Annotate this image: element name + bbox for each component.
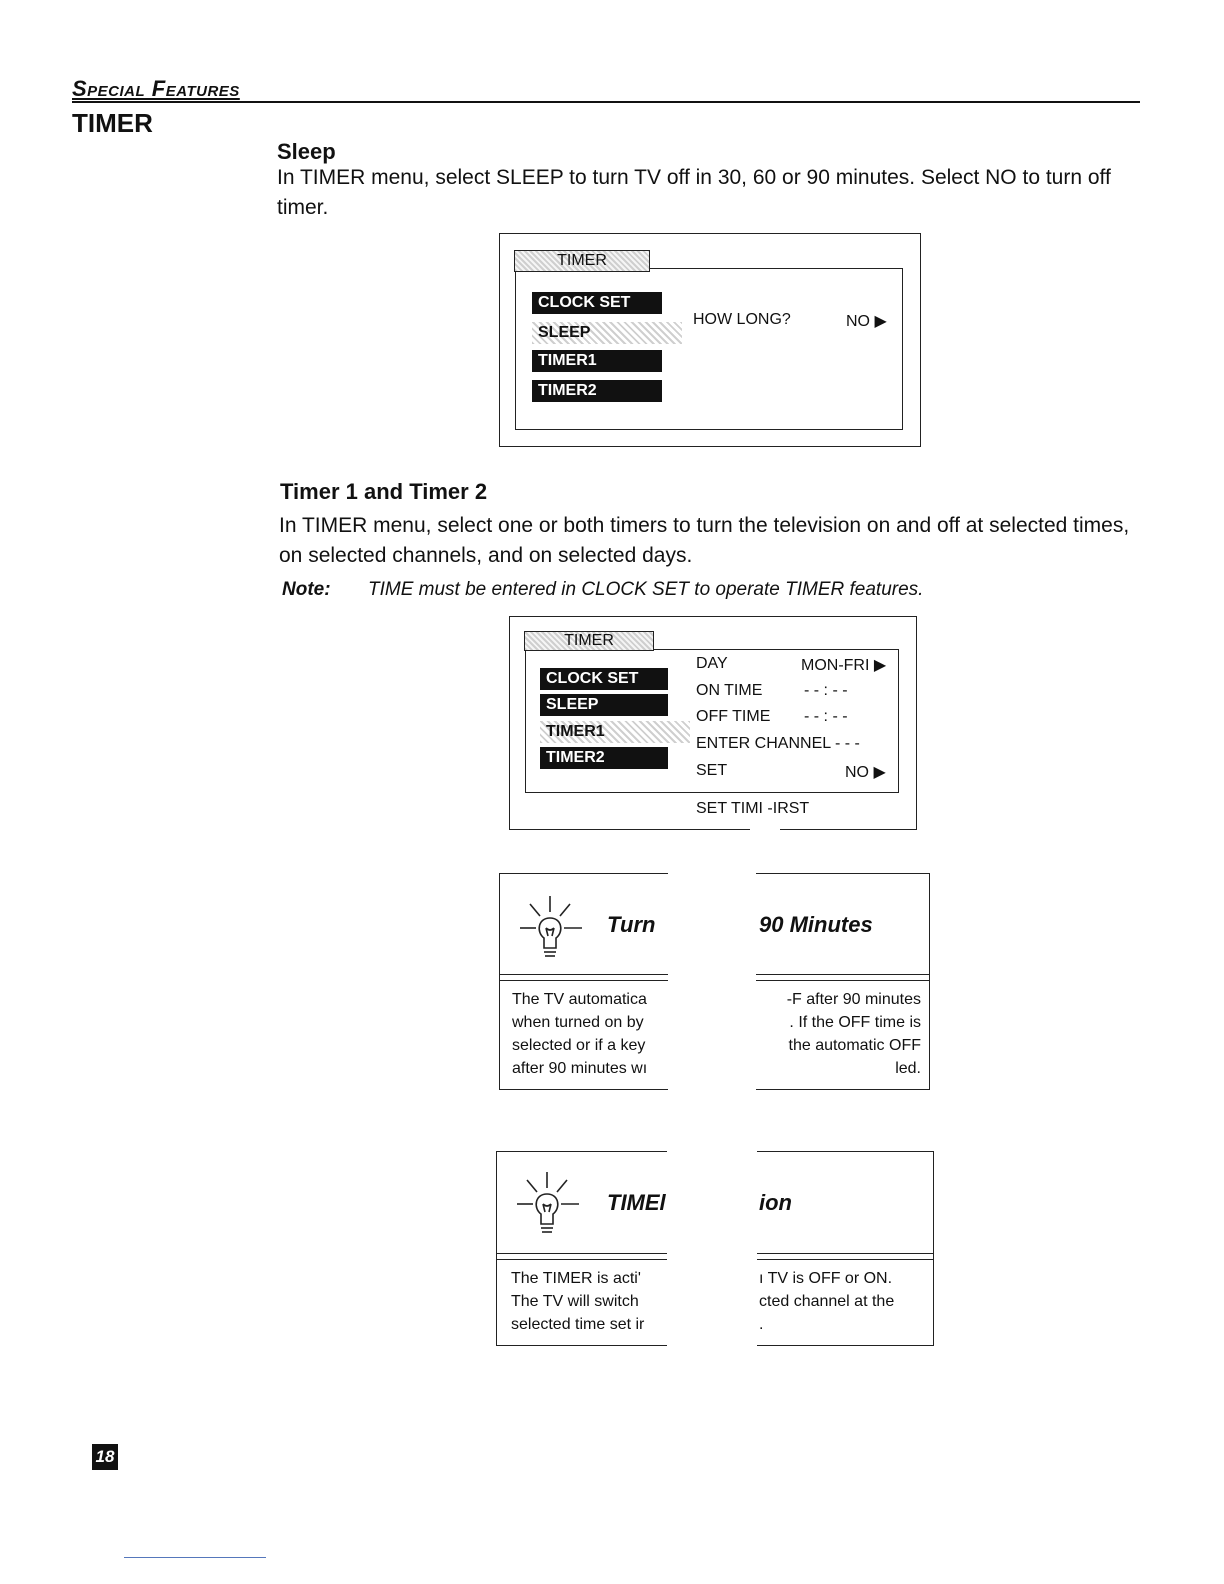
how-long-label: HOW LONG? bbox=[693, 311, 791, 328]
sleep-value-selector[interactable]: NO ▶ bbox=[846, 313, 887, 330]
header-rule bbox=[72, 101, 1140, 103]
tip1-title-right: 90 Minutes bbox=[759, 912, 873, 937]
page-number: 18 bbox=[92, 1444, 118, 1470]
section-header: Special Features bbox=[72, 76, 240, 101]
menu-item-timer1[interactable]: TIMER1 bbox=[532, 350, 662, 372]
screen-border-gap bbox=[750, 827, 780, 833]
sleep-body: In TIMER menu, select SLEEP to turn TV off in 30, 60 or 90 minutes. Select NO to turn off timer. bbox=[277, 166, 1111, 219]
note-text: TIME must be entered in CLOCK SET to operate TIMER features. bbox=[368, 579, 924, 600]
timer-menu-screen bbox=[509, 616, 917, 830]
menu-item-timer2[interactable]: TIMER2 bbox=[532, 380, 662, 402]
set-time-first-message: SET TIMI ‐IRST bbox=[696, 800, 810, 817]
lightbulb-icon bbox=[507, 1168, 587, 1240]
bottom-rule bbox=[124, 1557, 266, 1558]
timers-note bbox=[282, 579, 923, 601]
tip1-scan-gap bbox=[668, 871, 756, 1091]
on-time-label: ON TIME bbox=[696, 682, 763, 699]
on-time-value[interactable]: - - : - - bbox=[804, 682, 848, 699]
tip2-right-text: ı TV is OFF or ON. cted channel at the . bbox=[759, 1270, 895, 1333]
tip-box-timer bbox=[496, 1151, 934, 1346]
page-title: TIMER bbox=[72, 108, 153, 138]
tip2-left-text: The TIMER is acti' The TV will switch selected time set ir bbox=[511, 1270, 645, 1333]
tip2-scan-gap bbox=[667, 1149, 757, 1347]
enter-channel-field[interactable]: ENTER CHANNEL - - - bbox=[696, 735, 860, 752]
sleep-heading: Sleep bbox=[277, 139, 336, 164]
off-time-value[interactable]: - - : - - bbox=[804, 708, 848, 725]
tip1-left-text: The TV automaticа when turned on by selected or if a key after 90 minutes wı bbox=[512, 991, 648, 1077]
off-time-label: OFF TIME bbox=[696, 708, 771, 725]
menu-item-timer1[interactable]: TIMER1 bbox=[540, 721, 690, 743]
menu-item-sleep[interactable]: SLEEP bbox=[532, 322, 682, 344]
timers-heading: Timer 1 and Timer 2 bbox=[280, 479, 488, 504]
set-label: SET bbox=[696, 762, 728, 779]
timers-body: In TIMER menu, select one or both timers to turn the television on and off at selected times, on selected channels, and on selected days. bbox=[279, 514, 1130, 567]
menu-item-sleep[interactable]: SLEEP bbox=[540, 694, 668, 716]
timer-menu-tab[interactable]: TIMER bbox=[524, 631, 654, 651]
tip1-right-text: ‐F after 90 minutes . If the OFF time is the automatic OFF led. bbox=[786, 991, 921, 1077]
note-label: Note: bbox=[282, 579, 331, 600]
tip-box-sleep bbox=[499, 873, 930, 1090]
sleep-menu-screen bbox=[499, 233, 921, 447]
menu-item-clock-set[interactable]: CLOCK SET bbox=[540, 668, 668, 690]
day-value-selector[interactable]: MON-FRI ▶ bbox=[801, 657, 887, 674]
tip1-title-left: Turn bbox=[607, 912, 656, 937]
lightbulb-icon bbox=[510, 892, 590, 964]
set-value-selector[interactable]: NO ▶ bbox=[845, 764, 886, 781]
tip2-title-right: ion bbox=[759, 1190, 792, 1215]
menu-item-clock-set[interactable]: CLOCK SET bbox=[532, 292, 662, 314]
sleep-menu-tab[interactable]: TIMER bbox=[514, 250, 650, 272]
day-label: DAY bbox=[696, 655, 728, 672]
tip2-title-left: TIMEl bbox=[607, 1190, 666, 1215]
menu-item-timer2[interactable]: TIMER2 bbox=[540, 747, 668, 769]
